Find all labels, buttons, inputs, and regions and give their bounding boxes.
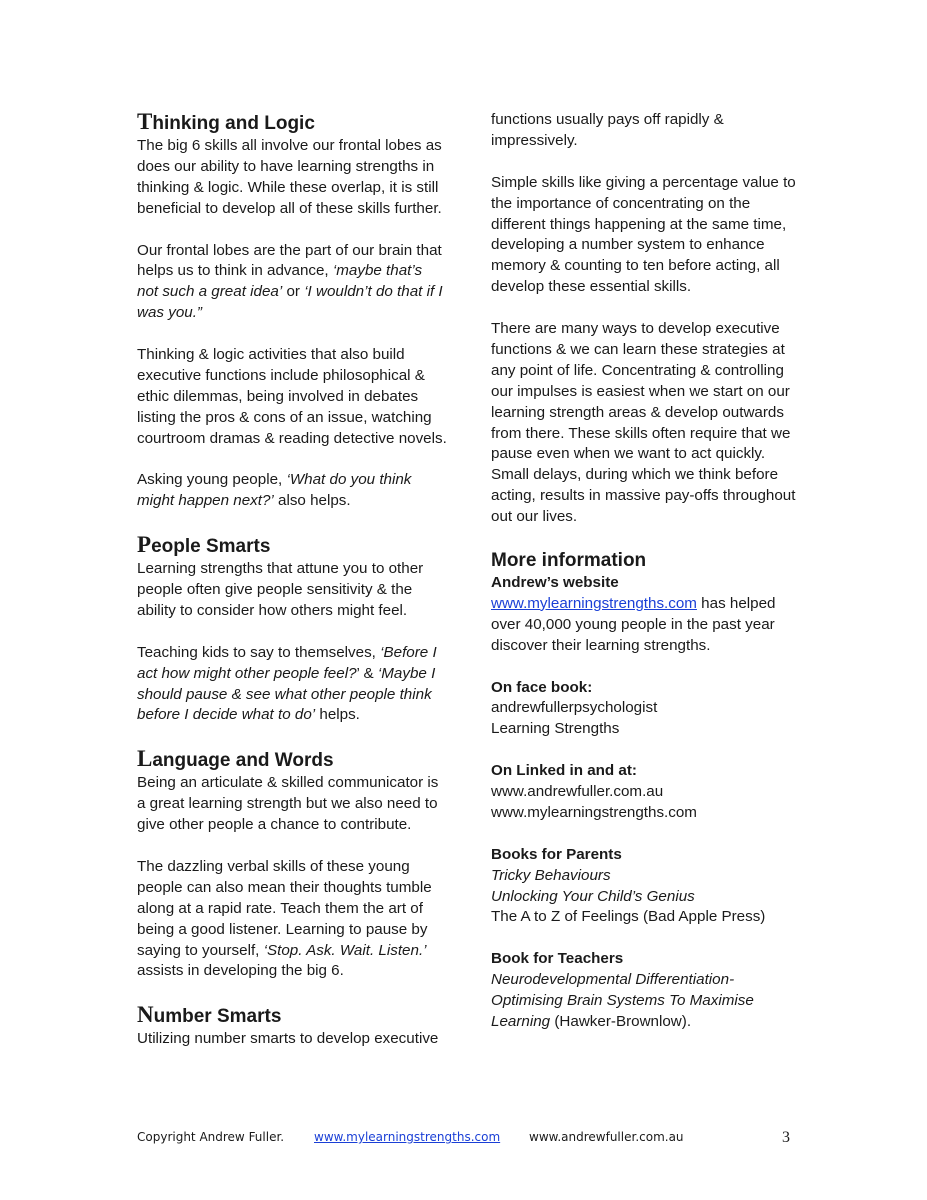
text: assists in developing the big 6. [137, 962, 344, 980]
title-text: umber Smarts [153, 1006, 282, 1028]
linkedin-block [491, 761, 801, 824]
website-heading: Andrew’s website [491, 573, 619, 591]
text: also helps. [273, 492, 351, 510]
title-text: anguage and Words [152, 750, 334, 772]
footer-link[interactable] [314, 1130, 500, 1144]
paragraph: There are many ways to develop executive functions & we can learn these strategies at any point of life. Concentrating & controlling our impulses is easiest when we start on our learning strength areas & develop outwards from there. These skills often require that we pause even when we want to act quickly. Small delays, during which we think before acting, results in massive pay-offs throughout out our lives. [491, 320, 796, 526]
drop-cap: P [137, 532, 152, 558]
quote: ‘maybe that’s not such a great idea’ [137, 262, 423, 301]
drop-cap: L [137, 746, 153, 772]
paragraph [137, 470, 447, 512]
book-title: Neurodevelopmental Differentiation- Optimising Brain Systems To Maximise Learning [491, 971, 754, 1030]
footer-link-anchor[interactable]: www.mylearningstrengths.com [314, 1130, 501, 1144]
paragraph: Being an articulate & skilled communicator is a great learning strength but we also need to give other people a chance to contribute. [137, 774, 439, 834]
footer-copyright: Copyright Andrew Fuller. [137, 1130, 285, 1144]
facebook-heading: On face book: [491, 678, 593, 696]
paragraph [137, 857, 447, 982]
text: ’ & [356, 664, 378, 682]
text: helps. [315, 706, 360, 724]
publisher: (Hawker-Brownlow). [550, 1012, 692, 1030]
text: or [282, 283, 305, 301]
text: The dazzling verbal skills of these young people can also mean their thoughts tumble along at a rapid rate. Teach them the art of being a good listener. Learning to pause by saying to yourself, [137, 857, 432, 959]
text: Teaching kids to say to themselves, [137, 643, 381, 661]
section-title-number [137, 1003, 447, 1029]
right-column [491, 110, 801, 1054]
teachers-books-block [491, 949, 801, 1033]
quote: ‘Stop. Ask. Wait. Listen.’ [263, 941, 427, 959]
teachers-books-heading: Book for Teachers [491, 950, 624, 968]
text: Our frontal lobes are the part of our brain that helps us to think in advance, [137, 241, 442, 280]
book-title: Tricky Behaviours [491, 866, 611, 884]
linkedin-line: www.mylearningstrengths.com [491, 803, 697, 821]
website-block [491, 573, 801, 657]
paragraph: Learning strengths that attune you to other people often give people sensitivity & the ability to consider how others might feel. [137, 560, 424, 619]
linkedin-heading: On Linked in and at: [491, 762, 637, 780]
quote: ‘What do you think might happen next?’ [137, 471, 412, 510]
page-number: 3 [782, 1129, 790, 1146]
drop-cap: N [137, 1002, 154, 1028]
section-title-language [137, 747, 447, 773]
website-link[interactable]: www.mylearningstrengths.com [491, 594, 697, 612]
drop-cap: T [137, 109, 153, 134]
more-information-title: More information [491, 549, 647, 571]
paragraph [137, 241, 447, 325]
facebook-block [491, 678, 801, 741]
website-text: has helped over 40,000 young people in the past year discover their learning strengths. [491, 594, 776, 654]
linkedin-line: www.andrewfuller.com.au [491, 783, 664, 801]
section-title-thinking [137, 110, 447, 136]
title-text: eople Smarts [151, 536, 271, 558]
parents-books-block [491, 845, 801, 929]
title-text: hinking and Logic [152, 113, 315, 134]
paragraph: functions usually pays off rapidly & impressively. [491, 111, 724, 149]
section-title-people [137, 533, 447, 559]
parents-books-heading: Books for Parents [491, 845, 622, 863]
quote: ‘I wouldn’t do that if I was you.” [137, 283, 443, 322]
footer-site: www.andrewfuller.com.au [529, 1130, 684, 1144]
book-title: Unlocking Your Child’s Genius [491, 887, 695, 905]
quote: ‘Before I act how might other people feel? [137, 643, 437, 682]
facebook-line: andrewfullerpsychologist [491, 699, 658, 717]
paragraph [137, 643, 447, 727]
paragraph: Utilizing number smarts to develop executive [137, 1030, 439, 1048]
left-column [137, 110, 447, 1071]
book-title: The A to Z of Feelings (Bad Apple Press) [491, 908, 766, 926]
paragraph: The big 6 skills all involve our frontal lobes as does our ability to have learning strengths in thinking & logic. While these overlap, it is still beneficial to develop all of these skills further. [137, 137, 442, 217]
paragraph: Thinking & logic activities that also build executive functions include philosophical & ethic dilemmas, being involved in debates listing the pros & cons of an issue, watching courtroom dramas & reading detective novels. [137, 346, 447, 447]
text: Asking young people, [137, 471, 287, 489]
paragraph: Simple skills like giving a percentage value to the importance of concentrating on the different things happening at the same time, developing a number system to enhance memory & counting to ten before acting, all develop these essential skills. [491, 173, 796, 296]
facebook-line: Learning Strengths [491, 720, 620, 738]
quote: ‘Maybe I should pause & see what other people think before I decide what to do’ [137, 664, 436, 724]
